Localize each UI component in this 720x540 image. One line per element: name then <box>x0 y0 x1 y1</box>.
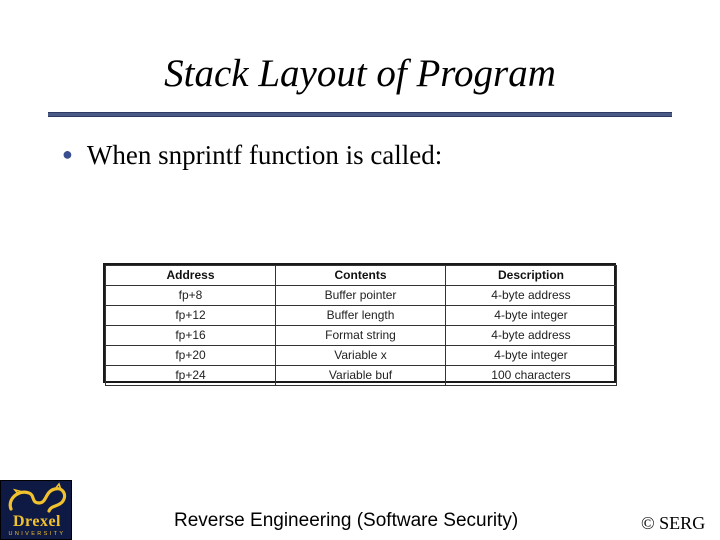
cell-contents: Buffer pointer <box>276 286 446 306</box>
table-row <box>106 306 617 326</box>
title-divider <box>48 112 672 117</box>
cell-description: 4-byte integer <box>446 306 617 326</box>
slide-title: Stack Layout of Program <box>164 52 556 95</box>
cell-address: fp+16 <box>106 326 276 346</box>
footer-copyright: © SERG <box>641 513 706 533</box>
header-contents: Contents <box>276 266 446 286</box>
cell-description: 4-byte address <box>446 286 617 306</box>
cell-contents: Variable buf <box>276 366 446 386</box>
table-row <box>106 326 617 346</box>
footer-course-title: Reverse Engineering (Software Security) <box>174 510 519 531</box>
bullet-dot-icon: ● <box>62 144 73 164</box>
bullet-text: When snprintf function is called: <box>86 140 443 170</box>
table-row <box>106 286 617 306</box>
cell-address: fp+8 <box>106 286 276 306</box>
stack-table <box>105 265 617 386</box>
cell-description: 4-byte integer <box>446 346 617 366</box>
table-header-row <box>106 266 617 286</box>
drexel-logo <box>0 480 72 540</box>
header-description: Description <box>446 266 617 286</box>
table-row <box>106 366 617 386</box>
logo-subtitle: UNIVERSITY <box>8 531 66 537</box>
bullet-item <box>62 140 442 171</box>
cell-contents: Format string <box>276 326 446 346</box>
cell-description: 4-byte address <box>446 326 617 346</box>
cell-description: 100 characters <box>446 366 617 386</box>
table-row <box>106 346 617 366</box>
cell-address: fp+24 <box>106 366 276 386</box>
cell-contents: Buffer length <box>276 306 446 326</box>
cell-address: fp+12 <box>106 306 276 326</box>
cell-address: fp+20 <box>106 346 276 366</box>
stack-layout-table <box>103 263 616 383</box>
logo-name: Drexel <box>12 513 61 530</box>
header-address: Address <box>106 266 276 286</box>
dragon-icon <box>1 481 73 517</box>
cell-contents: Variable x <box>276 346 446 366</box>
